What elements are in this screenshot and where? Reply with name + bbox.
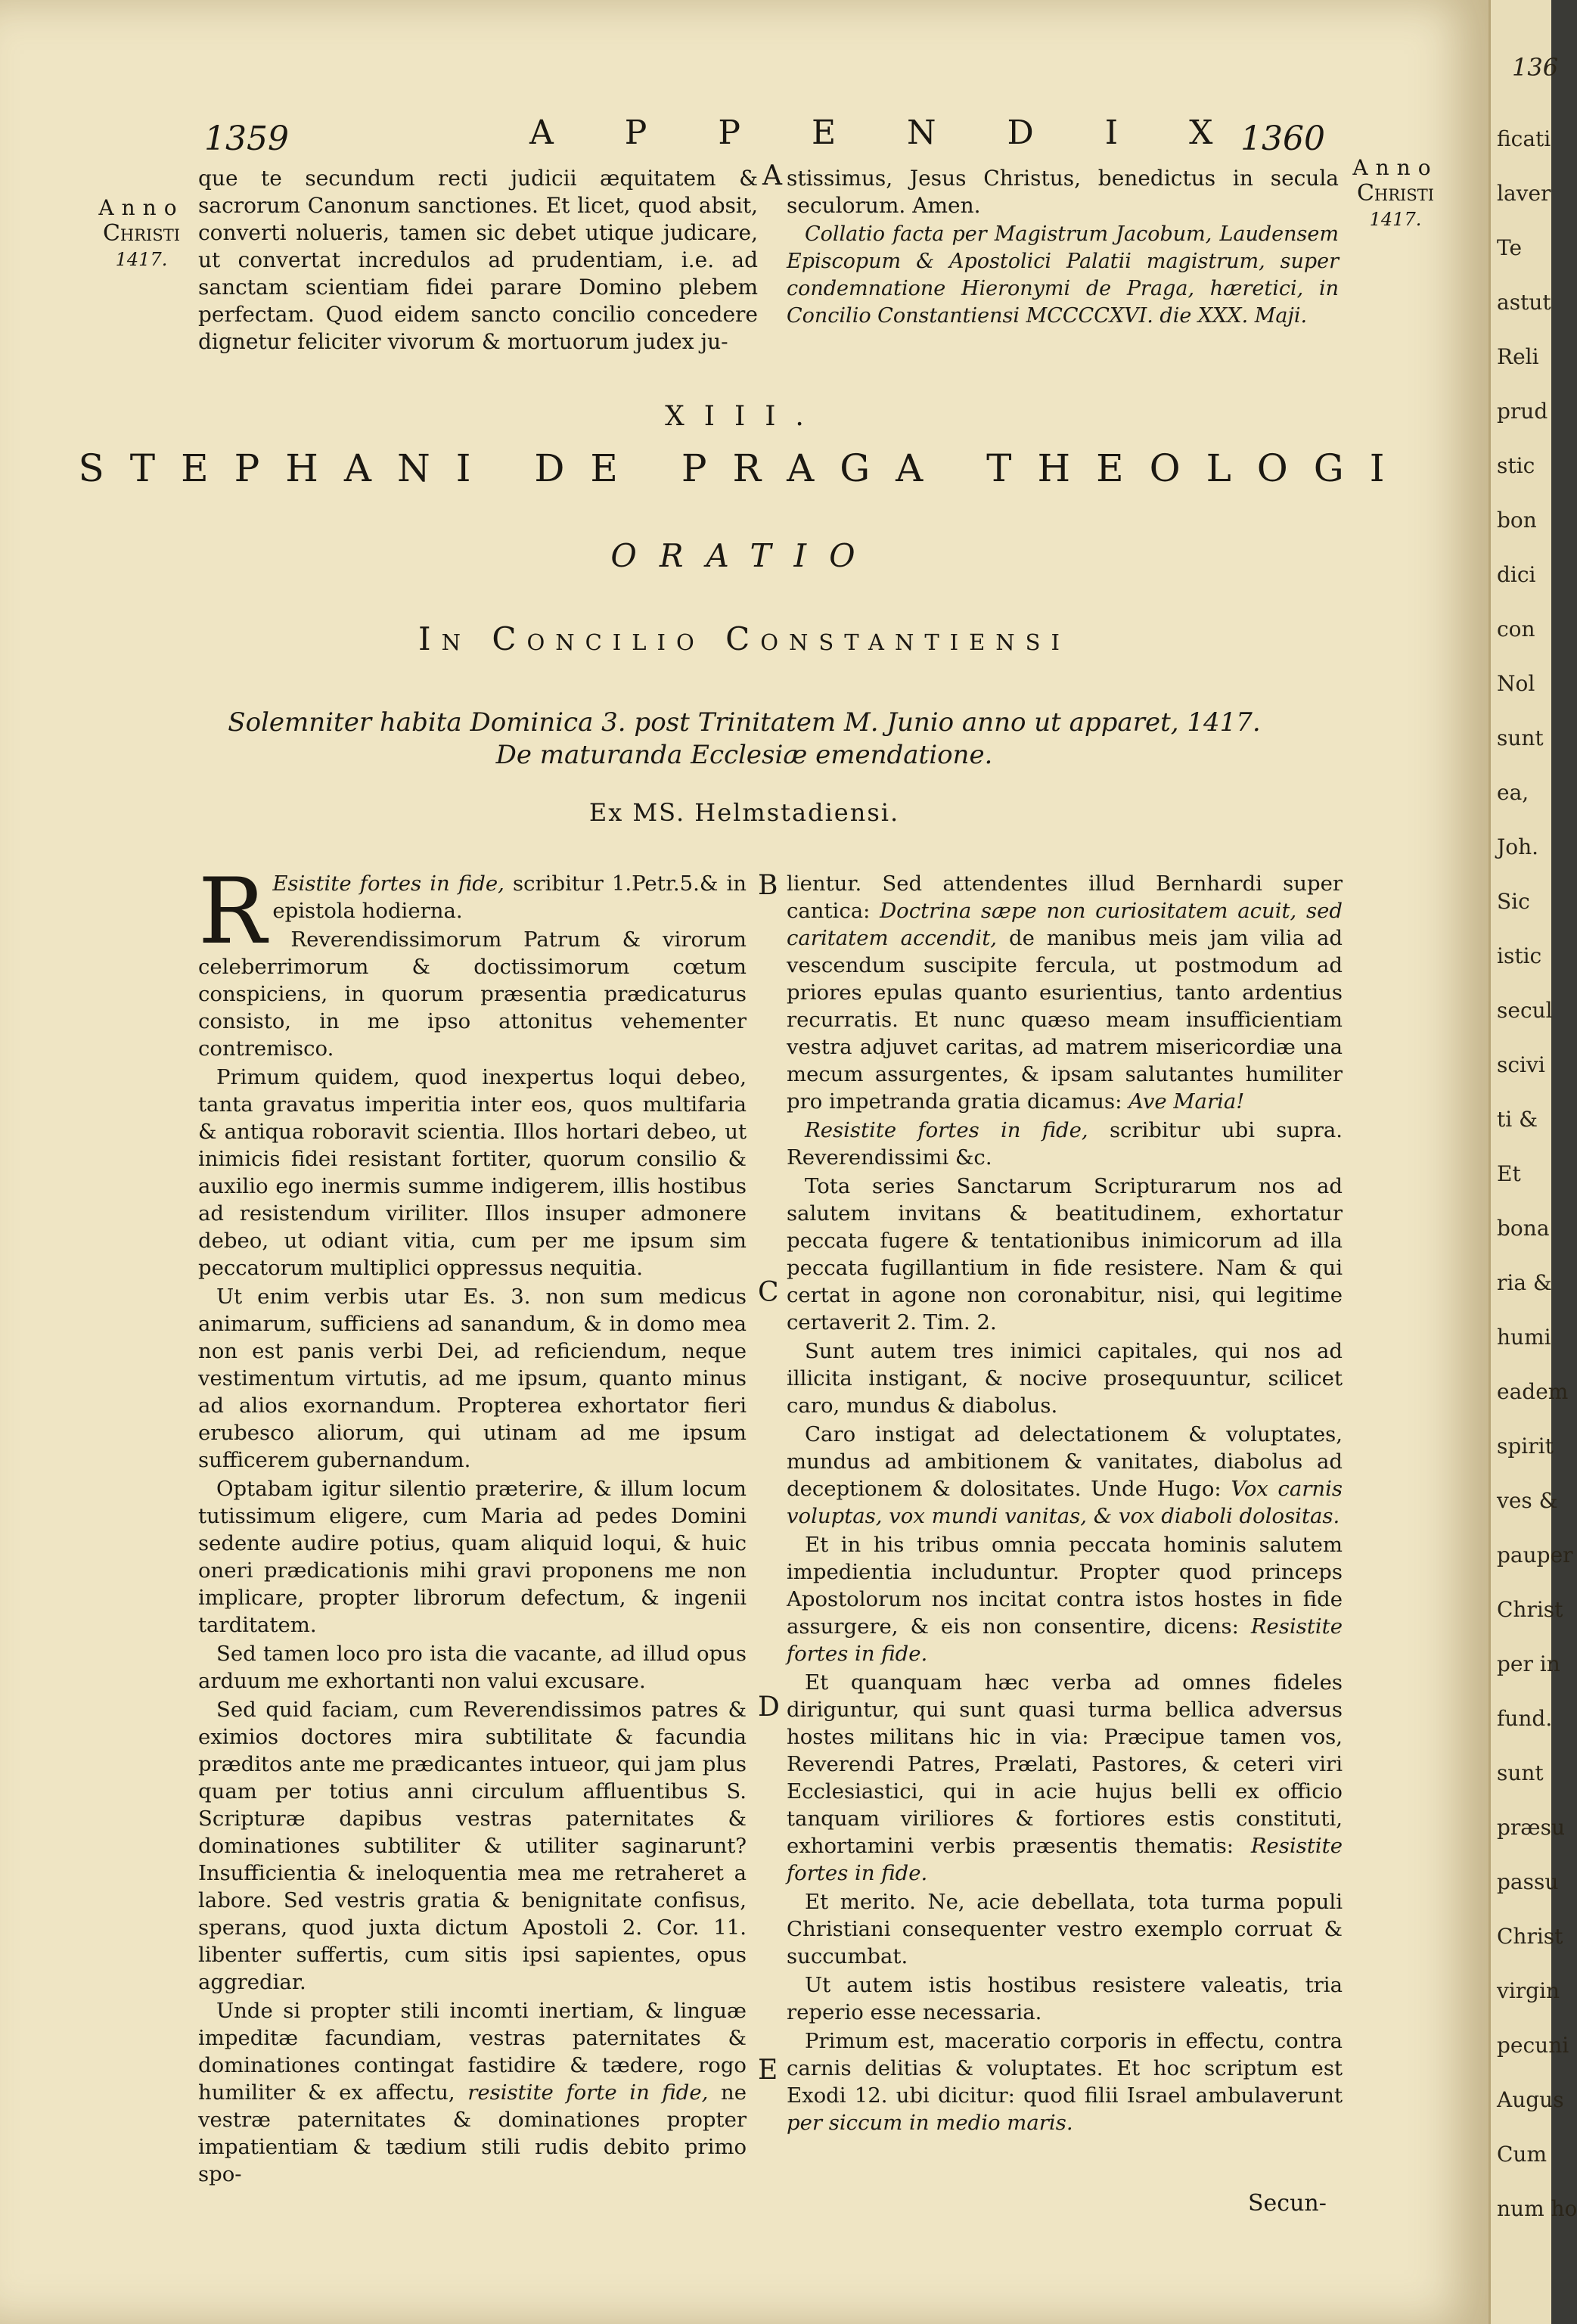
next-page-fragment: bon: [1497, 508, 1537, 533]
next-page-fragment: Christ: [1497, 1924, 1563, 1949]
top-right-paragraph: [787, 165, 1339, 331]
paragraph: Sed tamen loco pro ista die vacante, ad illud opus arduum me exhortanti non valui excusare.: [198, 1642, 747, 1693]
text: Unde si propter stili incomti inertiam, & linguæ impeditæ facundiam, vestras paternitates & dominationes contingat fastidire & tædere, rogo humiliter & ex affectu,: [198, 1999, 747, 2105]
quotation: Ave Maria!: [1128, 1089, 1245, 1114]
next-page-fragment: con: [1497, 617, 1535, 642]
section-oratio: ORATIO: [610, 537, 878, 574]
paragraph: Et merito. Ne, acie debellata, tota turma populi Christiani consequenter vestro exemplo corruat & succumbat.: [787, 1890, 1343, 1968]
section-letter-c: C: [758, 1277, 779, 1308]
text: scribitur ubi supra. Reverendissimi &c.: [787, 1118, 1343, 1170]
next-page-fragment: ria &: [1497, 1270, 1552, 1295]
next-page-fragment: fund.: [1497, 1706, 1553, 1731]
next-page-fragment: Reli: [1497, 344, 1539, 369]
next-page-fragment: ti &: [1497, 1107, 1538, 1132]
paragraph: [198, 859, 747, 965]
paragraph: Ut autem istis hostibus resistere valeatis, tria reperio esse necessaria.: [787, 1973, 1343, 2024]
next-page-fragment: præsu: [1497, 1815, 1566, 1840]
next-page-fragment: Augus: [1497, 2087, 1564, 2112]
paragraph: [787, 1117, 1343, 1171]
next-page-fragment: stic: [1497, 453, 1535, 478]
margin-year: 1417.: [115, 249, 168, 270]
margin-christi: Christi: [1356, 180, 1435, 207]
left-column: [198, 859, 747, 2189]
right-column: [787, 870, 1343, 2138]
margin-anno: Anno: [98, 195, 185, 220]
theme-quote: Resistite fortes in fide.: [787, 1834, 1343, 1885]
next-page-fragment: Christ: [1497, 1597, 1563, 1622]
next-page-fragment: per in: [1497, 1651, 1560, 1676]
margin-note-right: [1339, 155, 1452, 232]
text: lientur. Sed attendentes illud Bernhardi super cantica:: [787, 872, 1343, 923]
paragraph: que te secundum recti judicii æquitatem & sacrorum Canonum sanctiones. Et licet, quod absit, converti nolueris, tamen sic debet utique judicare, ut convertat incredulos ad prudentiam, i.e. ad sanctam scientiam fidei parare Domino plebem perfectam. Quod eidem sancto concilio concedere dignetur feliciter vivorum & mortuorum judex ju-: [198, 166, 758, 354]
paragraph: Reverendissimorum Patrum & virorum celeberrimorum & doctissimorum cœtum conspiciens, in quorum præsentia prædicaturus consisto, in me ipso attonitus vehementer contremisco.: [198, 927, 747, 1061]
section-letter-d: D: [758, 1692, 780, 1723]
top-left-paragraph: [198, 165, 758, 357]
theme-quote: Resistite fortes in fide.: [787, 1614, 1343, 1666]
section-number: XIII.: [665, 401, 824, 432]
section-source: Ex MS. Helmstadiensi.: [588, 798, 900, 827]
section-title: STEPHANI DE PRAGA THEOLOGI: [78, 446, 1411, 490]
margin-anno: Anno: [1352, 155, 1439, 180]
next-page-fragment: pecuni: [1497, 2033, 1569, 2058]
left-page-number: 1359: [204, 120, 289, 158]
paragraph: [198, 1997, 747, 2188]
quotation: per siccum in medio maris.: [787, 2111, 1073, 2135]
text: Primum est, maceratio corporis in effectu, contra carnis delitias & voluptates. Et hoc scriptum est Exodi 12. ubi dicitur: quod filii Israel ambulaverunt: [787, 2029, 1343, 2108]
collatio-note: Collatio facta per Magistrum Jacobum, Laudensem Episcopum & Apostolici Palatii magistrum, super condemnatione Hieronymi de Praga, hæretici, in Concilio Constantiensi MCCCCXVI. die XXX. Maji.: [787, 222, 1339, 328]
next-page-fragment: prud: [1497, 399, 1548, 424]
paragraph: Tota series Sanctarum Scripturarum nos ad salutem invitans & beatitudinem, exhortatur peccata fugere & tentationibus inimicorum ad illa peccata fugillantium in fide resistere. Nam & qui certat in agone non coronabitur, nisi, qui legitime certaverit 2. Tim. 2.: [787, 1174, 1343, 1334]
theme-quote: Resistite fortes in fide,: [805, 1118, 1088, 1142]
next-page-fragment: spirit: [1497, 1434, 1554, 1459]
margin-year: 1417.: [1369, 209, 1422, 230]
next-page-number: 136: [1512, 53, 1559, 82]
text: ne vestræ paternitates & dominationes propter impatientiam & tædium stili rudis debito primo spo-: [198, 2080, 747, 2186]
margin-note-left: [85, 195, 198, 272]
next-page-fragment: ea,: [1497, 780, 1529, 805]
next-page-fragment: virgin: [1497, 1978, 1560, 2003]
section-subtitle: Solemniter habita Dominica 3. post Trinitatem M. Junio anno ut apparet, 1417.: [228, 707, 1261, 738]
next-page-fragment: ficati: [1497, 126, 1551, 151]
section-subtitle: De maturanda Ecclesiæ emendatione.: [495, 740, 993, 770]
next-page-fragment: bona: [1497, 1216, 1550, 1241]
next-page-fragment: humi: [1497, 1325, 1551, 1350]
next-page-fragment: secul: [1497, 998, 1553, 1023]
next-page-fragment: Sic: [1497, 889, 1530, 914]
text: de manibus meis jam vilia ad vescendum suscipite fercula, ut postmodum ad priores epulas quanto esurientius, tanto ardentius recurratis. Et nunc quæso meam insufficientiam vestra adjuvet caritas, ad matrem misericordiæ una mecum assurgentes, & ipsam salutantes humiliter pro impetranda gratia dicamus:: [787, 926, 1343, 1114]
paragraph: [787, 870, 1343, 1115]
next-page-fragment: pauper: [1497, 1543, 1573, 1567]
section-letter-e: E: [758, 2055, 778, 2086]
paragraph: Ut enim verbis utar Es. 3. non sum medicus animarum, sufficiens ad sanandum, & in domo mea non est panis verbi Dei, ad reficiendum, neque vestimentum virtutis, ad me ipsum, quanto minus ad alios exornandum. Propterea exhortator fieri erubesco aliorum, qui utinam ad me ipsum sufficerem gubernandum.: [198, 1285, 747, 1472]
next-page-fragment: sunt: [1497, 1760, 1544, 1785]
section-in-concilio: In Concilio Constantiensi: [418, 620, 1070, 657]
text: Et in his tribus omnia peccata hominis salutem impedientia includuntur. Propter quod princeps Apostolorum nos incitat contra istos hostes in fide assurgere, & eis non consentire, dicens:: [787, 1533, 1343, 1639]
section-letter-a: A: [762, 160, 782, 191]
next-page-fragment: passu: [1497, 1869, 1559, 1894]
paragraph: Sed quid faciam, cum Reverendissimos patres & eximios doctores mira subtilitate & facundia præditos ante me prædicantes intueor, qui jam plus quam per totius anni circulum affluentibus S. Scripturæ dapibus vestras paternitates & dominationes subtiliter & utiliter saginarunt? Insufficientia & ineloquentia mea me retraheret a labore. Sed vestris gratia & benignitate confisus, sperans, quod juxta dictum Apostoli 2. Cor. 11. libenter suffertis, cum sitis ipsi sapientes, opus aggrediar.: [198, 1698, 747, 1994]
quotation: Doctrina sæpe non curiositatem acuit, sed caritatem accendit,: [787, 899, 1343, 950]
quotation: Vox carnis voluptas, vox mundi vanitas, & vox diaboli dolositas.: [787, 1477, 1343, 1528]
next-page-fragment: num ho: [1497, 2196, 1577, 2221]
theme-quote: resistite forte in fide,: [467, 2080, 709, 2105]
paragraph: Sunt autem tres inimici capitales, qui nos ad illicita instigant, & nocive prosequuntur, scilicet caro, mundus & diabolus.: [787, 1339, 1343, 1418]
paragraph: [787, 1531, 1343, 1667]
next-page-edge: [1489, 0, 1577, 2324]
margin-christi: Christi: [102, 220, 181, 247]
next-page-fragment: laver: [1497, 181, 1551, 206]
right-page-number: 1360: [1240, 120, 1325, 158]
next-page-fragment: Te: [1497, 235, 1523, 260]
next-page-fragment: istic: [1497, 943, 1542, 968]
running-title: A P P E N D I X: [529, 113, 1243, 152]
next-page-fragment: Nol: [1497, 671, 1535, 696]
next-page-fragment: dici: [1497, 562, 1536, 587]
next-page-fragment: ves &: [1497, 1488, 1558, 1513]
next-page-fragment: Joh.: [1497, 834, 1539, 859]
section-letter-b: B: [758, 870, 778, 901]
paragraph: [787, 1421, 1343, 1530]
paragraph: [787, 1669, 1343, 1887]
text: Caro instigat ad delectationem & voluptates, mundus ad ambitionem & vanitates, diabolus ad deceptionem & dolositates. Unde Hugo:: [787, 1422, 1343, 1501]
theme-quote: Esistite fortes in fide,: [272, 872, 504, 896]
drop-cap: R: [198, 859, 267, 965]
next-page-fragment: astut: [1497, 290, 1551, 315]
text: scribitur 1.Petr.5.& in epistola hodierna.: [272, 872, 747, 923]
paragraph: Primum quidem, quod inexpertus loqui debeo, tanta gravatus imperitia inter eos, quos multifaria & antiqua roboravit scientia. Illos hortari debeo, ut inimicis fidei resistant fortiter, quorum consilio & auxilio ego inermis summe indigerem, illis hostibus ad resistendum viriliter. Illos insuper admonere debeo, ut odiant vitia, cum per me ipsum sim peccatorum multiplici oppressus nequitia.: [198, 1065, 747, 1280]
paragraph: stissimus, Jesus Christus, benedictus in secula seculorum. Amen.: [787, 166, 1339, 218]
next-page-fragment: Cum: [1497, 2142, 1548, 2167]
next-page-fragment: eadem: [1497, 1379, 1569, 1404]
paragraph: [787, 2027, 1343, 2136]
next-page-fragment: Et: [1497, 1161, 1521, 1186]
text: Et quanquam hæc verba ad omnes fideles diriguntur, qui sunt quasi turma bellica adversus hostes militans hic in via: Præcipue tamen vos, Reverendi Patres, Prælati, Pastores, & ceteri viri Ecclesiastici, qui in acie hujus belli ex officio tanquam viriliores & fortiores estis constituti, exhortamini verbis præsentis thematis:: [787, 1670, 1343, 1858]
next-page-fragment: sunt: [1497, 725, 1544, 750]
next-page-fragment: scivi: [1497, 1052, 1545, 1077]
catchword: Secun-: [1248, 2190, 1327, 2217]
paragraph: Optabam igitur silentio præterire, & illum locum tutissimum eligere, cum Maria ad pedes Domini sedente audire potius, quam aliquid loqui, & huic oneri prædicationis mihi gravi proponens me non implicare, propter librorum defectum, & ingenii tarditatem.: [198, 1477, 747, 1637]
